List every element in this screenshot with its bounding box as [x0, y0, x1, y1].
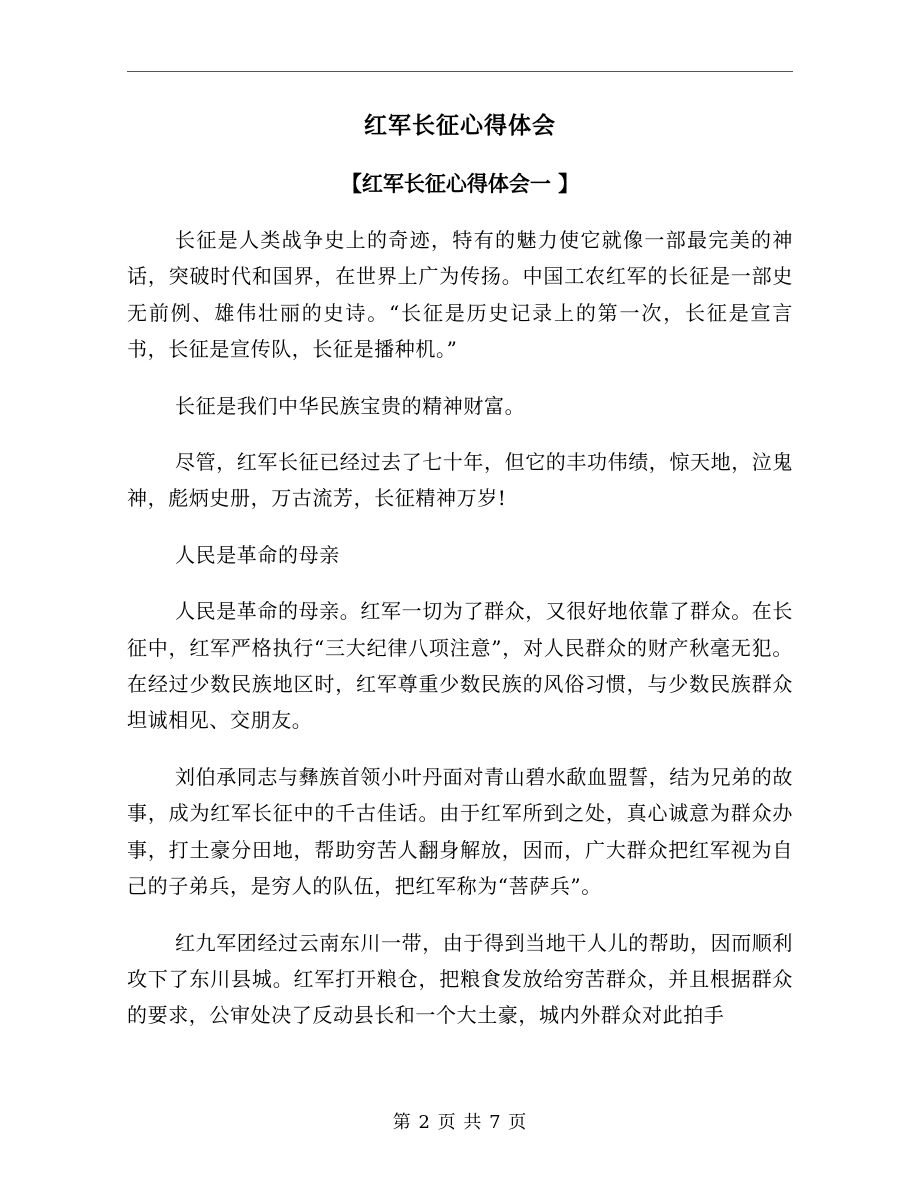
paragraph: 刘伯承同志与彝族首领小叶丹面对青山碧水歃血盟誓，结为兄弟的故事，成为红军长征中的千古佳话。由于红军所到之处，真心诚意为群众办事，打土豪分田地，帮助穷苦人翻身解放，因而，广大群众把红军视为自己的子弟兵，是穷人的队伍，把红军称为“菩萨兵”。: [127, 764, 793, 899]
header-divider: [127, 71, 793, 72]
page-number-footer: [127, 1110, 793, 1136]
paragraph: 长征是我们中华民族宝贵的精神财富。: [175, 393, 526, 418]
subheading-paragraph: 人民是革命的母亲: [175, 542, 340, 567]
document-title: 红军长征心得体会: [364, 112, 556, 139]
paragraph: 人民是革命的母亲。红军一切为了群众，又很好地依靠了群众。在长征中，红军严格执行“三大纪律八项注意”，对人民群众的财产秋毫无犯。在经过少数民族地区时，红军尊重少数民族的风俗习惯，与少数民族群众坦诚相见、交朋友。: [127, 599, 793, 733]
paragraph: 长征是人类战争史上的奇迹，特有的魅力使它就像一部最完美的神话，突破时代和国界，在世界上广为传扬。中国工农红军的长征是一部史无前例、雄伟壮丽的史诗。“长征是历史记录上的第一次，长征是宣言书，长征是宣传队，长征是播种机。”: [127, 228, 793, 362]
paragraph: 红九军团经过云南东川一带，由于得到当地干人儿的帮助，因而顺利攻下了东川县城。红军打开粮仓，把粮食发放给穷苦群众，并且根据群众的要求，公审处决了反动县长和一个大土豪，城内外群众对此拍手: [127, 930, 793, 1028]
paragraph: 尽管，红军长征已经过去了七十年，但它的丰功伟绩，惊天地，泣鬼神，彪炳史册，万古流芳，长征精神万岁!: [127, 450, 793, 511]
page-number-label: 第 2 页 共 7 页: [392, 1112, 528, 1133]
document-body: [127, 222, 793, 1034]
section-title: 【红军长征心得体会一 】: [340, 171, 580, 196]
